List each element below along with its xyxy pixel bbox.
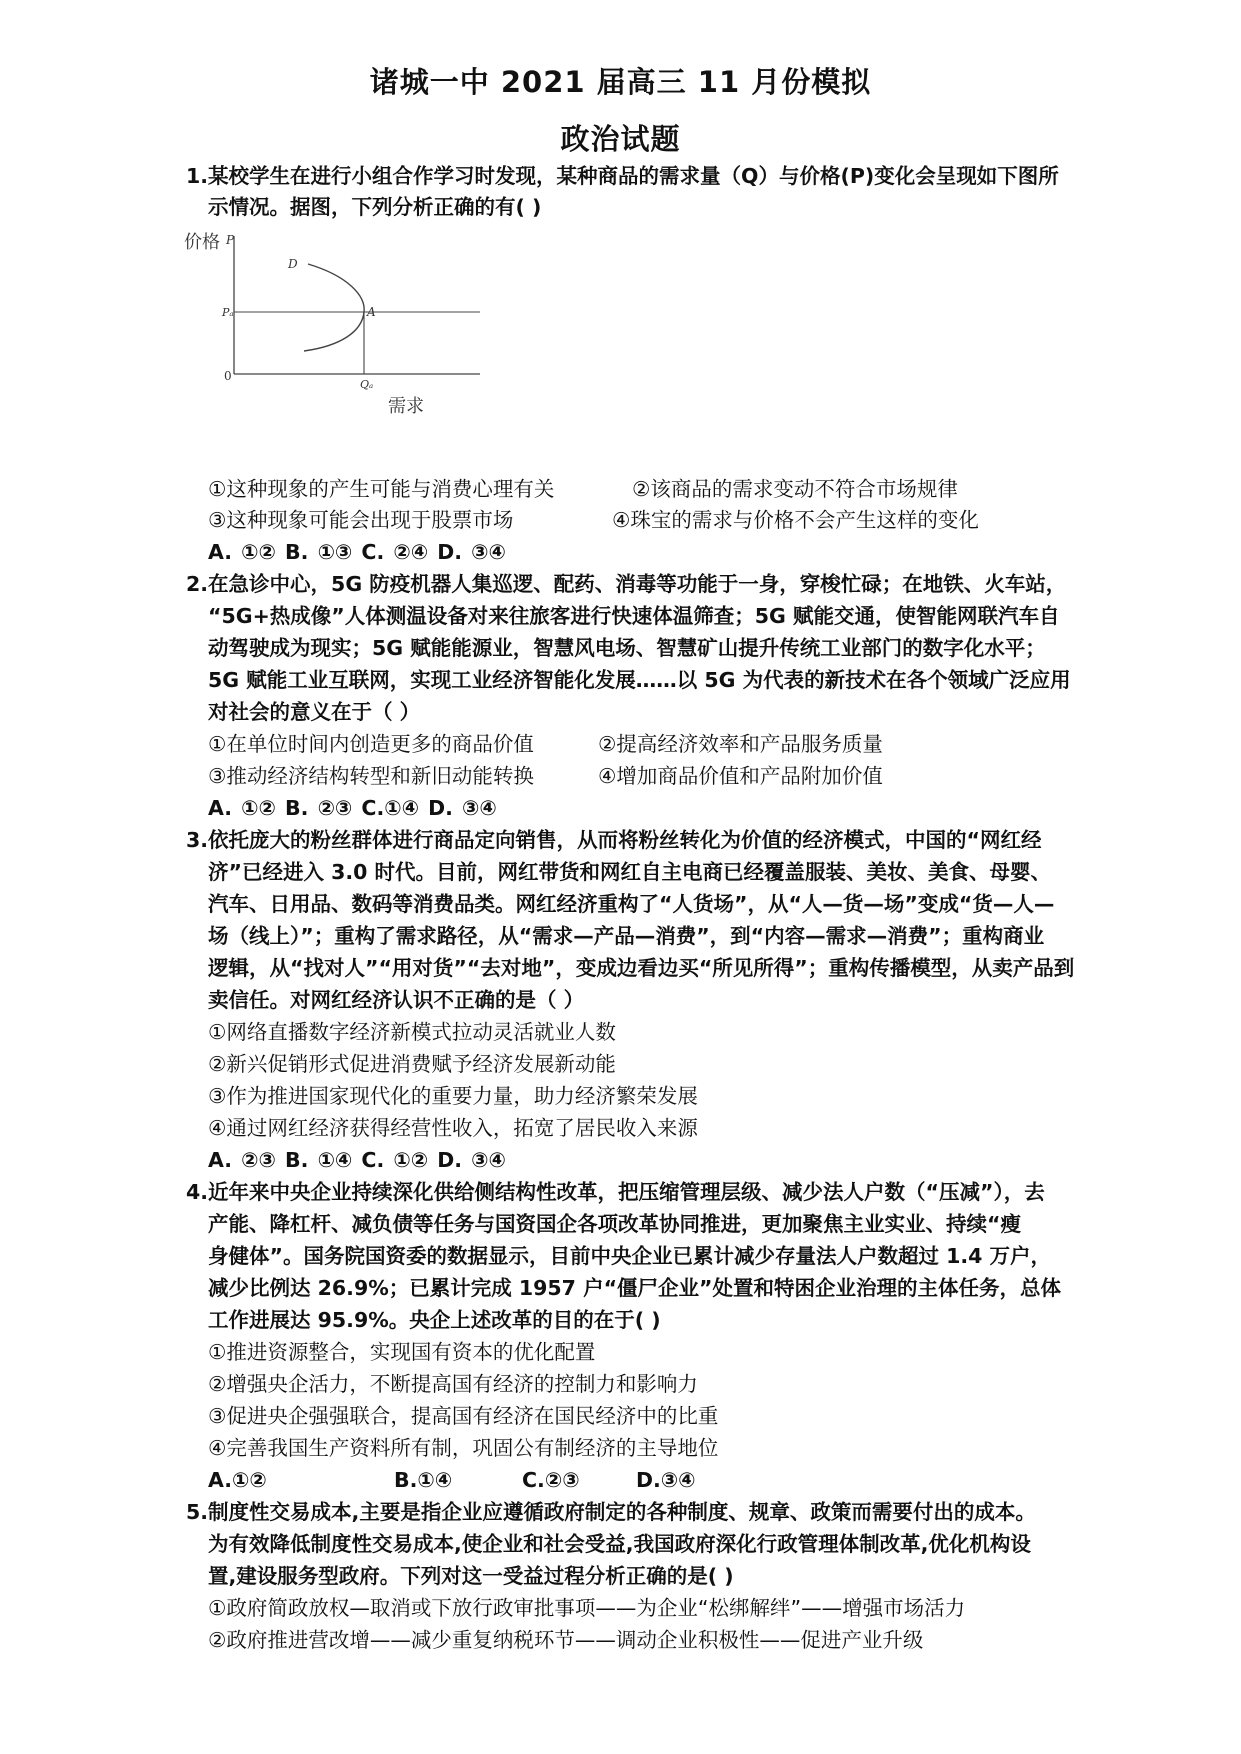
exam-title: 诸城一中 2021 届高三 11 月份模拟 bbox=[369, 65, 872, 99]
question-4-option: ①推进资源整合，实现国有资本的优化配置 bbox=[208, 1340, 596, 1364]
question-2-line: 对社会的意义在于（ ） bbox=[208, 700, 421, 724]
question-4-option: ④完善我国生产资料所有制，巩固公有制经济的主导地位 bbox=[208, 1436, 719, 1460]
chart-xlabel: 需求 bbox=[388, 396, 424, 417]
question-4-option: ②增强央企活力，不断提高国有经济的控制力和影响力 bbox=[208, 1372, 698, 1396]
question-5-option: ①政府简政放权—取消或下放行政审批事项——为企业“松绑解绊”——增强市场活力 bbox=[208, 1596, 966, 1620]
question-1-option: ④珠宝的需求与价格不会产生这样的变化 bbox=[612, 508, 979, 532]
question-5-line: 为有效降低制度性交易成本,使企业和社会受益,我国政府深化行政管理体制改革,优化机构设 bbox=[208, 1532, 1031, 1556]
question-2-line: 2.在急诊中心，5G 防疫机器人集巡逻、配药、消毒等功能于一身，穿梭忙碌；在地铁、火车站， bbox=[186, 572, 1067, 596]
question-5-line: 5.制度性交易成本,主要是指企业应遵循政府制定的各种制度、规章、政策而需要付出的成本。 bbox=[186, 1500, 1036, 1524]
question-2-option: ③推动经济结构转型和新旧动能转换 bbox=[208, 764, 534, 788]
question-3-option: ③作为推进国家现代化的重要力量，助力经济繁荣发展 bbox=[208, 1084, 698, 1108]
question-4-line: 减少比例达 26.9%；已累计完成 1957 户“僵尸企业”处置和特困企业治理的主体任务，总体 bbox=[208, 1276, 1062, 1300]
question-2-option: ②提高经济效率和产品服务质量 bbox=[598, 732, 883, 756]
question-4-answer: C.②③ bbox=[522, 1468, 580, 1492]
question-1-line: 1.某校学生在进行小组合作学习时发现，某种商品的需求量（Q）与价格(P)变化会呈现如下图所 bbox=[186, 164, 1059, 188]
question-2-line: 5G 赋能工业互联网，实现工业经济智能化发展……以 5G 为代表的新技术在各个领域广泛应用 bbox=[208, 668, 1071, 692]
point-label-d: D bbox=[288, 257, 298, 271]
demand-price-chart bbox=[180, 228, 500, 418]
question-4-line: 身健体”。国务院国资委的数据显示，目前中央企业已累计减少存量法人户数超过 1.4 万户， bbox=[208, 1244, 1052, 1268]
question-4-answer: B.①④ bbox=[394, 1468, 453, 1492]
question-3-line: 逻辑，从“找对人”“用对货”“去对地”，变成边看边买“所见所得”；重构传播模型，从卖产品到 bbox=[208, 956, 1075, 980]
question-1-answers: A. ①② B. ①③ C. ②④ D. ③④ bbox=[208, 540, 506, 564]
question-3-option: ②新兴促销形式促进消费赋予经济发展新动能 bbox=[208, 1052, 616, 1076]
price-tick-label: Pₐ bbox=[222, 306, 234, 319]
question-4-answer: A.①② bbox=[208, 1468, 267, 1492]
question-5-line: 置,建设服务型政府。下列对这一受益过程分析正确的是( ) bbox=[208, 1564, 734, 1588]
question-1-option: ①这种现象的产生可能与消费心理有关 bbox=[208, 477, 555, 501]
demand-curve bbox=[304, 264, 364, 351]
question-3-answers: A. ②③ B. ①④ C. ①② D. ③④ bbox=[208, 1148, 506, 1172]
question-4-line: 4.近年来中央企业持续深化供给侧结构性改革，把压缩管理层级、减少法人户数（“压减”），去 bbox=[186, 1180, 1045, 1204]
question-3-line: 3.依托庞大的粉丝群体进行商品定向销售，从而将粉丝转化为价值的经济模式，中国的“网红经 bbox=[186, 828, 1042, 852]
question-3-option: ④通过网红经济获得经营性收入，拓宽了居民收入来源 bbox=[208, 1116, 698, 1140]
question-3-line: 卖信任。对网红经济认识不正确的是（ ） bbox=[208, 988, 585, 1012]
chart-ylabel: 价格 bbox=[184, 232, 220, 253]
question-3-option: ①网络直播数字经济新模式拉动灵活就业人数 bbox=[208, 1020, 616, 1044]
question-2-answers: A. ①② B. ②③ C.①④ D. ③④ bbox=[208, 796, 497, 820]
question-3-line: 汽车、日用品、数码等消费品类。网红经济重构了“人货场”，从“人—货—场”变成“货—人— bbox=[208, 892, 1055, 916]
point-label-a: A bbox=[367, 305, 376, 319]
question-4-line: 工作进展达 95.9%。央企上述改革的目的在于( ) bbox=[208, 1308, 661, 1332]
origin-label: 0 bbox=[224, 369, 232, 383]
question-2-option: ④增加商品价值和产品附加价值 bbox=[598, 764, 883, 788]
question-4-line: 产能、降杠杆、减负债等任务与国资国企各项改革协同推进，更加聚焦主业实业、持续“瘦 bbox=[208, 1212, 1021, 1236]
question-4-answer: D.③④ bbox=[636, 1468, 696, 1492]
question-2-line: 动驾驶成为现实；5G 赋能能源业，智慧风电场、智慧矿山提升传统工业部门的数字化水平； bbox=[208, 636, 1046, 660]
quantity-tick-label: Qₐ bbox=[360, 378, 374, 391]
question-1-line: 示情况。据图，下列分析正确的有( ) bbox=[208, 195, 542, 219]
question-3-line: 场（线上）”；重构了需求路径，从“需求—产品—消费”，到“内容—需求—消费”；重构商业 bbox=[208, 924, 1045, 948]
question-3-line: 济”已经进入 3.0 时代。目前，网红带货和网红自主电商已经覆盖服装、美妆、美食、母婴、 bbox=[208, 860, 1052, 884]
y-axis-symbol: P bbox=[226, 233, 235, 247]
question-2-option: ①在单位时间内创造更多的商品价值 bbox=[208, 732, 534, 756]
question-1-option: ②该商品的需求变动不符合市场规律 bbox=[632, 477, 958, 501]
exam-subtitle: 政治试题 bbox=[560, 122, 681, 156]
question-2-line: “5G+热成像”人体测温设备对来往旅客进行快速体温筛查；5G 赋能交通，使智能网联汽车自 bbox=[208, 604, 1060, 628]
question-1-option: ③这种现象可能会出现于股票市场 bbox=[208, 508, 514, 532]
question-4-option: ③促进央企强强联合，提高国有经济在国民经济中的比重 bbox=[208, 1404, 719, 1428]
question-5-option: ②政府推进营改增——减少重复纳税环节——调动企业积极性——促进产业升级 bbox=[208, 1628, 924, 1652]
